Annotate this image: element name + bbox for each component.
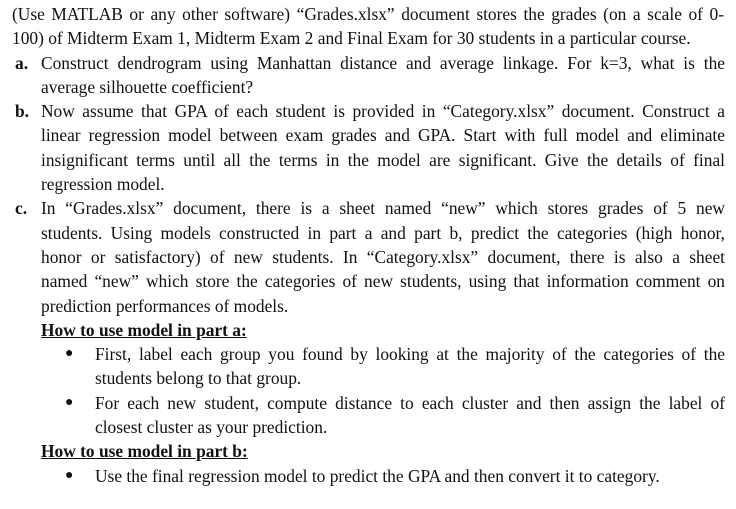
- question-b-line-2: linear regression model between exam grades and GPA. Start with full model and eliminate: [41, 125, 725, 146]
- question-b-marker: b.: [15, 101, 30, 122]
- question-a-line-1: Construct dendrogram using Manhattan distance and average linkage. For k=3, what is the: [41, 52, 725, 73]
- intro-line-2: 100) of Midterm Exam 1, Midterm Exam 2 and Final Exam for 30 students in a particular course.: [12, 28, 691, 49]
- question-a: [15, 51, 725, 100]
- part-a-bullet-2-line-2: closest cluster as your prediction.: [95, 417, 328, 438]
- question-c-line-5: prediction performances of models.: [41, 295, 289, 316]
- question-c-line-3: honor or satisfactory) of new students. In “Category.xlsx” document, there is also a sheet: [41, 246, 725, 267]
- question-b-line-3: insignificant terms until all the terms in the model are significant. Give the details of final: [41, 149, 725, 170]
- question-c-line-2: students. Using models constructed in part a and part b, predict the categories (high honor,: [41, 222, 725, 243]
- bullet-dot-icon: ●: [65, 346, 74, 362]
- part-a-bullet-1-line-2: students belong to that group.: [95, 368, 302, 389]
- intro-paragraph: [12, 2, 724, 51]
- part-a-heading: How to use model in part a:: [41, 319, 247, 340]
- question-c-line-1: In “Grades.xlsx” document, there is a sheet named “new” which stores grades of 5 new: [41, 198, 725, 219]
- question-b: [15, 99, 725, 196]
- question-b-line-1: Now assume that GPA of each student is provided in “Category.xlsx” document. Construct a: [41, 101, 725, 122]
- question-a-line-2: average silhouette coefficient?: [41, 76, 254, 97]
- part-b-bullet-1: [65, 464, 725, 488]
- question-b-line-4: regression model.: [41, 174, 165, 195]
- part-b-bullet-1-line-1: Use the final regression model to predict the GPA and then convert it to category.: [95, 465, 660, 486]
- question-c: [15, 196, 725, 317]
- bullet-dot-icon: ●: [65, 394, 74, 410]
- part-b-heading: How to use model in part b:: [41, 441, 248, 462]
- question-a-marker: a.: [15, 52, 29, 73]
- question-c-line-4: named “new” which store the categories of new students, using that information comment on: [41, 271, 725, 292]
- part-a-bullet-2: [65, 391, 725, 440]
- part-a-bullet-2-line-1: For each new student, compute distance to each cluster and then assign the label of: [95, 392, 725, 413]
- part-a-bullet-1: [65, 342, 725, 391]
- bullet-dot-icon: ●: [65, 467, 74, 483]
- question-c-marker: c.: [15, 198, 28, 219]
- intro-line-1: (Use MATLAB or any other software) “Grades.xlsx” document stores the grades (on a scale of 0-: [12, 4, 724, 24]
- part-a-bullet-1-line-1: First, label each group you found by looking at the majority of the categories of the: [95, 344, 725, 365]
